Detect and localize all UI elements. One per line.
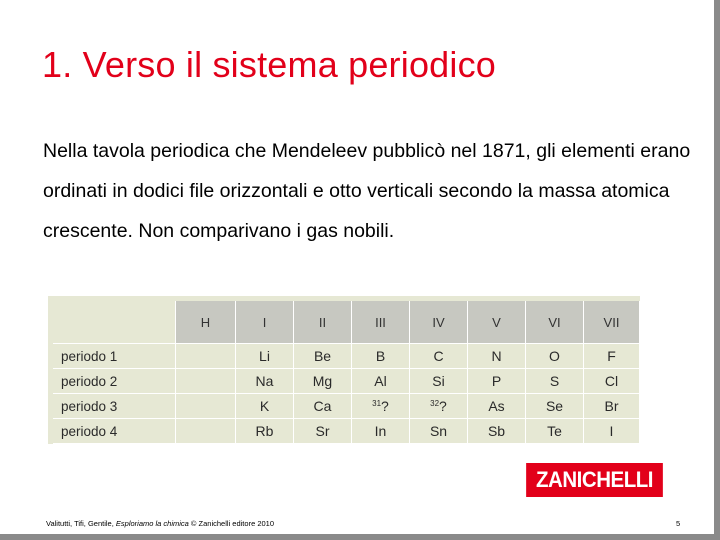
table-row <box>51 344 640 369</box>
table-cell: Na <box>236 369 294 394</box>
table-cell <box>352 394 410 419</box>
atomic-mass-superscript: 31 <box>372 399 382 408</box>
period-label: periodo 2 <box>51 369 176 394</box>
header-cell: I <box>236 299 294 344</box>
table-cell: I <box>584 419 640 444</box>
table-cell: Be <box>294 344 352 369</box>
table-cell: Sn <box>410 419 468 444</box>
unknown-element: ? <box>439 398 447 414</box>
body-text: Nella tavola periodica che Mendeleev pubblicò nel 1871, gli elementi erano ordinati in dodici file orizzontali e otto verticali secondo la massa atomica crescente. Non comparivano i gas nobili. <box>43 140 691 242</box>
table-cell <box>176 394 236 419</box>
table-cell: Li <box>236 344 294 369</box>
footer-authors: Valitutti, Tifi, Gentile, <box>46 519 116 528</box>
table-cell: Mg <box>294 369 352 394</box>
table-row <box>51 419 640 444</box>
periodic-table <box>48 296 637 442</box>
footer-credits <box>46 519 274 528</box>
table-cell <box>176 419 236 444</box>
header-cell: VII <box>584 299 640 344</box>
table-cell <box>410 394 468 419</box>
table-cell: In <box>352 419 410 444</box>
table-row <box>51 394 640 419</box>
table-cell <box>176 369 236 394</box>
table-cell: As <box>468 394 526 419</box>
table-cell: Cl <box>584 369 640 394</box>
footer-book-title: Esploriamo la chimica <box>115 519 189 528</box>
table-cell: F <box>584 344 640 369</box>
table-cell: Rb <box>236 419 294 444</box>
header-cell: II <box>294 299 352 344</box>
table-cell: O <box>526 344 584 369</box>
period-label: periodo 1 <box>51 344 176 369</box>
table-cell: K <box>236 394 294 419</box>
table-row <box>51 369 640 394</box>
table-cell: Se <box>526 394 584 419</box>
zanichelli-logo: ZANICHELLI <box>526 463 663 497</box>
table-cell: S <box>526 369 584 394</box>
period-label: periodo 4 <box>51 419 176 444</box>
table-cell: C <box>410 344 468 369</box>
page-number: 5 <box>676 519 681 528</box>
atomic-mass-superscript: 32 <box>430 399 440 408</box>
header-cell: IV <box>410 299 468 344</box>
unknown-element: ? <box>381 398 389 414</box>
header-cell: H <box>176 299 236 344</box>
table-cell: Te <box>526 419 584 444</box>
table-header-row <box>51 299 640 344</box>
table-cell: Sr <box>294 419 352 444</box>
table-cell: Br <box>584 394 640 419</box>
period-label: periodo 3 <box>51 394 176 419</box>
header-cell: V <box>468 299 526 344</box>
table-cell: B <box>352 344 410 369</box>
header-cell: VI <box>526 299 584 344</box>
header-cell: III <box>352 299 410 344</box>
table-cell: Al <box>352 369 410 394</box>
table-cell: N <box>468 344 526 369</box>
header-cell <box>51 299 176 344</box>
footer-publisher: © Zanichelli editore 2010 <box>188 519 275 528</box>
table-cell <box>176 344 236 369</box>
mendeleev-table <box>48 296 640 444</box>
table-cell: P <box>468 369 526 394</box>
slide-title: 1. Verso il sistema periodico <box>42 44 497 85</box>
table-cell: Si <box>410 369 468 394</box>
table-cell: Ca <box>294 394 352 419</box>
table-cell: Sb <box>468 419 526 444</box>
